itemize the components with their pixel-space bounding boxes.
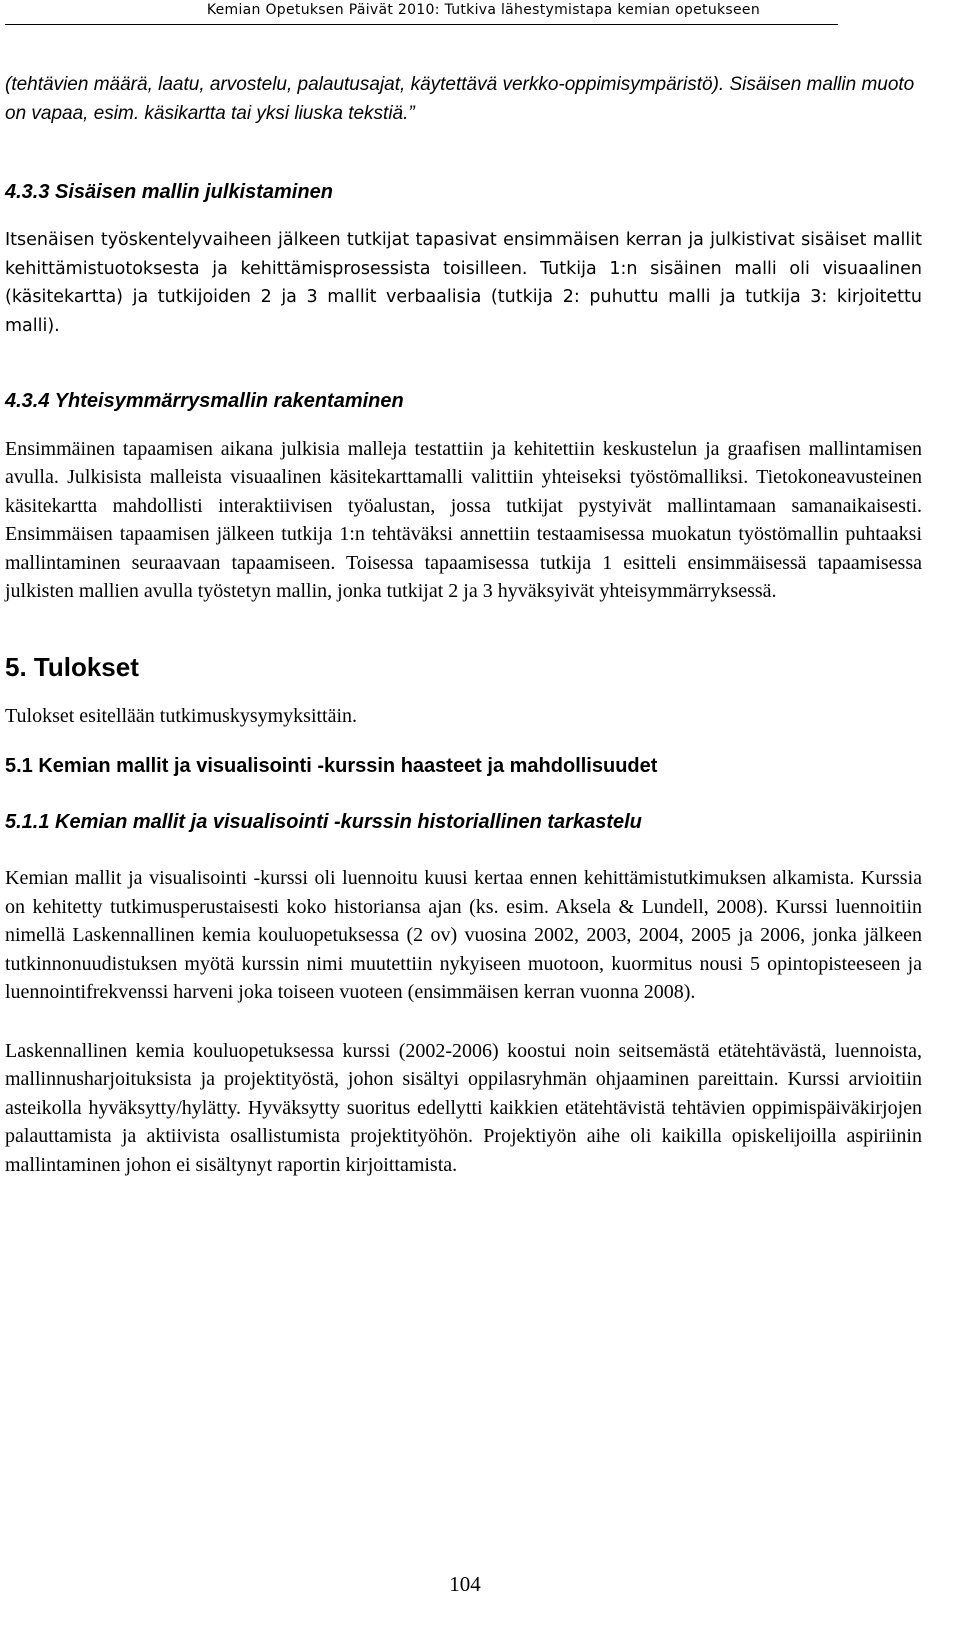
intro-paragraph: (tehtävien määrä, laatu, arvostelu, palautusajat, käytettävä verkko-oppimisympäristö). Sisäisen mallin muoto on vapaa, esim. käsikartta tai yksi liuska tekstiä.”	[5, 74, 915, 124]
paragraph-4-3-4: Ensimmäinen tapaamisen aikana julkisia malleja testattiin ja kehitettiin keskustelun ja graafisen mallintamisen avulla. Julkisista malleista visuaalinen käsitekarttamalli valittiin yhteiseksi työstömalliksi. Tietokoneavusteinen käsitekartta mahdollisti interaktiivisen työalustan, jossa tutkijat pystyivät mallintamaan samanaikaisesti. Ensimmäisen tapaamisen jälkeen tutkija 1:n tehtäväksi annettiin testaamisessa muokatun työstömallin puhtaaksi mallintaminen seuraavaan tapaamiseen. Toisessa tapaamisessa tutkija 1 esitteli ensimmäisessä tapaamisessa julkisten mallien avulla työstetyn mallin, jonka tutkijat 2 ja 3 hyväksyivät yhteisymmärryksessä.	[5, 437, 922, 603]
heading-4-3-4: 4.3.4 Yhteisymmärrysmallin rakentaminen	[5, 389, 404, 412]
heading-5-1: 5.1 Kemian mallit ja visualisointi -kurssin haasteet ja mahdollisuudet	[5, 755, 658, 778]
page-number: 104	[449, 1572, 481, 1596]
header-divider	[5, 24, 838, 25]
heading-5-1-1: 5.1.1 Kemian mallit ja visualisointi -kurssin historiallinen tarkastelu	[5, 811, 642, 834]
paragraph-5-1-1-b: Laskennallinen kemia kouluopetuksessa kurssi (2002-2006) koostui noin seitsemästä etätehtävästä, luennoista, mallinnusharjoituksista ja projektityöstä, johon sisältyi oppilasryhmän ohjaaminen pareittain. Kurssi arvioitiin asteikolla hyväksytty/hylätty. Hyväksytty suoritus edellytti kaikkien etätehtävistä tehtävien oppimispäiväkirjojen palauttamista ja aktiivista osallistumista projektityöhön. Projektiyön aihe oli kaikilla opiskelijoilla aspiriinin mallintaminen johon ei sisältynyt raportin kirjoittamista.	[5, 1039, 922, 1176]
heading-4-3-3: 4.3.3 Sisäisen mallin julkistaminen	[5, 181, 333, 203]
heading-5: 5. Tulokset	[5, 651, 139, 682]
running-header: Kemian Opetuksen Päivät 2010: Tutkiva lähestymistapa kemian opetukseen	[206, 2, 760, 18]
paragraph-4-3-3: Itsenäisen työskentelyvaiheen jälkeen tutkijat tapasivat ensimmäisen kerran ja julkistivat sisäiset mallit kehittämistuotoksesta ja kehittämisprosessista toisilleen. Tutkija 1:n sisäinen malli oli visuaalinen (käsitekartta) ja tutkijoiden 2 ja 3 mallit verbaalisia (tutkija 2: puhuttu malli ja tutkija 3: kirjoitettu malli).	[5, 230, 922, 337]
page-content	[5, 70, 922, 1179]
paragraph-5: Tulokset esitellään tutkimuskysymyksittäin.	[5, 704, 358, 727]
paragraph-5-1-1-a: Kemian mallit ja visualisointi -kurssi oli luennoitu kuusi kertaa ennen kehittämistutkimuksen alkamista. Kurssia on kehitetty tutkimusperustaisesti koko historiansa ajan (ks. esim. Aksela & Lundell, 2008). Kurssi luennoitiin nimellä Laskennallinen kemia kouluopetuksessa (2 ov) vuosina 2002, 2003, 2004, 2005 ja 2006, jonka jälkeen tutkinnonuudistuksen myötä kurssin nimi muutettiin nykyiseen muotoon, kuormitus nousi 5 opintopisteeseen ja luennointifrekvenssi harveni joka toiseen vuoteen (ensimmäisen kerran vuonna 2008).	[5, 867, 922, 1004]
